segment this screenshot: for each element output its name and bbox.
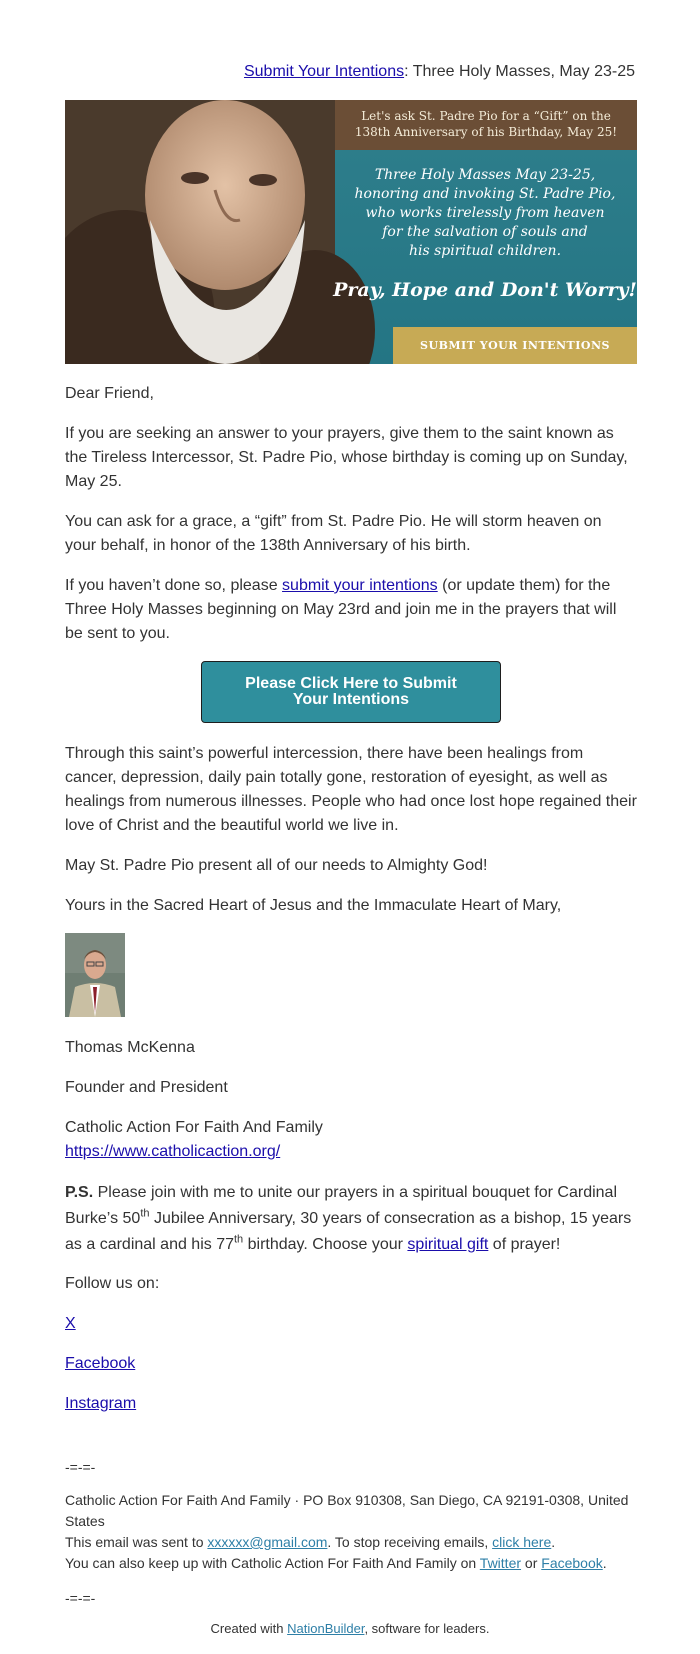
banner-body-line: for the salvation of souls and bbox=[382, 224, 588, 240]
submit-intentions-link[interactable]: Submit Your Intentions bbox=[243, 63, 405, 80]
paragraph-submit-pre: If you haven’t done so, please bbox=[65, 577, 283, 594]
nationbuilder-link[interactable]: NationBuilder bbox=[287, 1621, 365, 1636]
paragraph-submit bbox=[65, 574, 637, 646]
ps-label: P.S. bbox=[65, 1184, 94, 1201]
paragraph-gift: You can ask for a grace, a “gift” from St. Padre Pio. He will storm heaven on your behalf, in honor of the 138th Anniversary of his birth. bbox=[65, 513, 602, 554]
banner-body-line: who works tirelessly from heaven bbox=[365, 205, 605, 221]
signature-name: Thomas McKenna bbox=[65, 1039, 195, 1056]
banner-top-line-1: Let's ask St. Padre Pio for a “Gift” on the bbox=[361, 109, 611, 123]
created-text: , software for leaders. bbox=[364, 1621, 490, 1636]
unsubscribe-link[interactable]: click here bbox=[492, 1534, 552, 1550]
ps-text: of prayer! bbox=[488, 1236, 561, 1253]
banner-top-text bbox=[335, 108, 637, 140]
paragraph-healings: Through this saint’s powerful intercession, there have been healings from cancer, depression, daily pain totally gone, restoration of eyesight, as well as healings from numerous illnesses. People who had once lost hope regained their love of Christ and the beautiful world we live in. bbox=[65, 745, 637, 834]
hero-banner[interactable] bbox=[65, 100, 637, 364]
follow-label: Follow us on: bbox=[65, 1275, 160, 1292]
footer-sent-line bbox=[65, 1532, 645, 1553]
footer-text: or bbox=[521, 1555, 542, 1571]
avatar bbox=[65, 933, 125, 1017]
banner-cta[interactable]: SUBMIT YOUR INTENTIONS bbox=[420, 339, 610, 352]
ps-superscript: th bbox=[140, 1207, 150, 1220]
paragraph-intercessor: If you are seeking an answer to your prayers, give them to the saint known as the Tireless Intercessor, St. Padre Pio, whose birthday is coming up on Sunday, May 25. bbox=[65, 425, 628, 490]
recipient-email-link[interactable]: xxxxxx@gmail.com bbox=[207, 1534, 328, 1550]
greeting: Dear Friend, bbox=[65, 385, 154, 402]
social-x bbox=[65, 1312, 637, 1336]
footer-text: . bbox=[551, 1534, 556, 1550]
spiritual-gift-link[interactable]: spiritual gift bbox=[407, 1236, 489, 1253]
x-link[interactable]: X bbox=[65, 1315, 76, 1332]
banner-body-text bbox=[333, 166, 637, 261]
created-text: Created with bbox=[210, 1621, 288, 1636]
signature-url bbox=[65, 1140, 637, 1164]
created-with-line bbox=[0, 1620, 700, 1638]
header-line bbox=[244, 60, 635, 84]
footer-text: This email was sent to bbox=[65, 1534, 208, 1550]
social-facebook bbox=[65, 1352, 637, 1376]
ps-text: Jubilee Anniversary, 30 years of consecration as a bishop, 15 years as a cardinal and his 77 bbox=[65, 1210, 632, 1253]
closing-line: Yours in the Sacred Heart of Jesus and the Immaculate Heart of Mary, bbox=[65, 897, 562, 914]
submit-intentions-inline-link[interactable]: submit your intentions bbox=[282, 577, 438, 594]
footer-separator: -=-=- bbox=[65, 1459, 96, 1475]
submit-intentions-button[interactable]: Please Click Here to Submit Your Intentions bbox=[201, 661, 501, 723]
banner-tagline: Pray, Hope and Don't Worry! bbox=[333, 279, 637, 301]
banner-top-line-2: 138th Anniversary of his Birthday, May 25! bbox=[354, 125, 618, 139]
signature-title: Founder and President bbox=[65, 1079, 228, 1096]
footer-address: Catholic Action For Faith And Family · PO Box 910308, San Diego, CA 92191-0308, United States bbox=[65, 1492, 629, 1529]
twitter-link[interactable]: Twitter bbox=[479, 1555, 522, 1571]
paragraph-needs: May St. Padre Pio present all of our needs to Almighty God! bbox=[65, 857, 488, 874]
banner-body-line: honoring and invoking St. Padre Pio, bbox=[354, 186, 616, 202]
banner-body-line: his spiritual children. bbox=[408, 243, 562, 259]
footer-text: You can also keep up with Catholic Action For Faith And Family on bbox=[65, 1555, 480, 1571]
footer-text: . bbox=[602, 1555, 607, 1571]
footer-keep-up-line bbox=[65, 1553, 645, 1574]
footer-facebook-link[interactable]: Facebook bbox=[541, 1555, 603, 1571]
footer-separator-bottom: -=-=- bbox=[65, 1590, 96, 1606]
facebook-link[interactable]: Facebook bbox=[65, 1355, 136, 1372]
ps-paragraph bbox=[65, 1180, 637, 1258]
header-rest-text: : Three Holy Masses, May 23-25 bbox=[404, 63, 635, 80]
ps-superscript: th bbox=[234, 1233, 244, 1246]
website-link[interactable]: https://www.catholicaction.org/ bbox=[65, 1143, 281, 1160]
paragraph-submit-post: (or update them) for the Three Holy Masses beginning on May 23rd and join me in the prayers that will be sent to you. bbox=[65, 577, 617, 642]
banner-body-line: Three Holy Masses May 23-25, bbox=[374, 167, 596, 183]
ps-text: Please join with me to unite our prayers in a spiritual bouquet for Cardinal Burke’s 50 bbox=[65, 1184, 618, 1227]
footer-text: . To stop receiving emails, bbox=[327, 1534, 493, 1550]
instagram-link[interactable]: Instagram bbox=[65, 1395, 137, 1412]
ps-text: birthday. Choose your bbox=[243, 1236, 408, 1253]
social-instagram bbox=[65, 1392, 637, 1416]
signature-org: Catholic Action For Faith And Family bbox=[65, 1119, 323, 1136]
